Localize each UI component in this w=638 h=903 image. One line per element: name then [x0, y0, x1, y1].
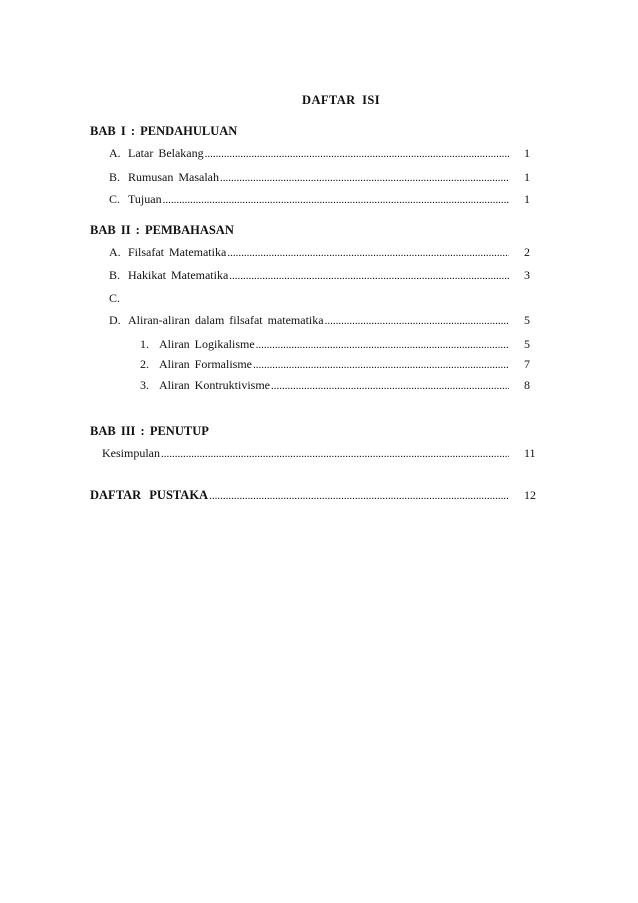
page-number: 5 — [524, 337, 530, 351]
dot-leader — [205, 148, 509, 160]
page-title: DAFTAR ISI — [302, 93, 380, 107]
entry-text: Aliran-aliran dalam filsafat matematika — [128, 313, 324, 327]
toc-subentry-logikalisme[interactable] — [140, 337, 509, 353]
entry-marker: C. — [109, 192, 121, 206]
toc-entry-latar-belakang[interactable] — [109, 146, 509, 162]
entry-text: DAFTAR PUSTAKA — [90, 488, 209, 502]
entry-marker: 1. — [140, 337, 149, 351]
entry-marker: D. — [109, 313, 121, 327]
entry-marker: 2. — [140, 357, 149, 371]
toc-entry-rumusan-masalah[interactable] — [109, 170, 509, 186]
dot-leader — [271, 380, 509, 392]
page-number: 5 — [524, 313, 530, 327]
page-number: 1 — [524, 192, 530, 206]
page-number: 3 — [524, 268, 530, 282]
page-number: 1 — [524, 170, 530, 184]
entry-text: Filsafat Matematika — [128, 245, 227, 259]
dot-leader — [253, 359, 509, 371]
page-number: 8 — [524, 378, 530, 392]
toc-entry-daftar-pustaka[interactable] — [90, 488, 509, 504]
page-number: 7 — [524, 357, 530, 371]
entry-text: Aliran Formalisme — [159, 357, 252, 371]
dot-leader — [220, 172, 509, 184]
entry-text: Hakikat Matematika — [128, 268, 229, 282]
toc-entry-filsafat-matematika[interactable] — [109, 245, 509, 261]
chapter-heading-bab3: BAB III : PENUTUP — [90, 424, 209, 438]
entry-text: Tujuan — [128, 192, 162, 206]
page-number: 2 — [524, 245, 530, 259]
dot-leader — [161, 448, 509, 460]
toc-entry-hakikat-matematika[interactable] — [109, 268, 509, 284]
toc-subentry-formalisme[interactable] — [140, 357, 509, 373]
dot-leader — [325, 315, 509, 327]
dot-leader — [163, 194, 509, 206]
entry-marker: B. — [109, 170, 121, 184]
toc-entry-aliran-aliran[interactable] — [109, 313, 509, 329]
page-number: 1 — [524, 146, 530, 160]
dot-leader — [209, 490, 509, 502]
toc-entry-tujuan[interactable] — [109, 192, 509, 208]
dot-leader — [256, 339, 509, 351]
dot-leader — [229, 270, 509, 282]
entry-marker: A. — [109, 245, 121, 259]
page-number: 12 — [524, 488, 536, 502]
entry-marker: C. — [109, 291, 121, 305]
entry-text: Latar Belakang — [128, 146, 204, 160]
entry-text: Aliran Kontruktivisme — [159, 378, 270, 392]
toc-subentry-kontruktivisme[interactable] — [140, 378, 509, 394]
page-number: 11 — [524, 446, 536, 460]
entry-text: Aliran Logikalisme — [159, 337, 255, 351]
chapter-heading-bab2: BAB II : PEMBAHASAN — [90, 223, 234, 237]
entry-marker: 3. — [140, 378, 149, 392]
toc-entry-kesimpulan[interactable] — [102, 446, 509, 462]
entry-marker: A. — [109, 146, 121, 160]
chapter-heading-bab1: BAB I : PENDAHULUAN — [90, 124, 238, 138]
entry-text: Rumusan Masalah — [128, 170, 219, 184]
dot-leader — [227, 247, 509, 259]
entry-marker: B. — [109, 268, 121, 282]
entry-text: Kesimpulan — [102, 446, 160, 460]
toc-entry-c-empty — [109, 291, 509, 307]
